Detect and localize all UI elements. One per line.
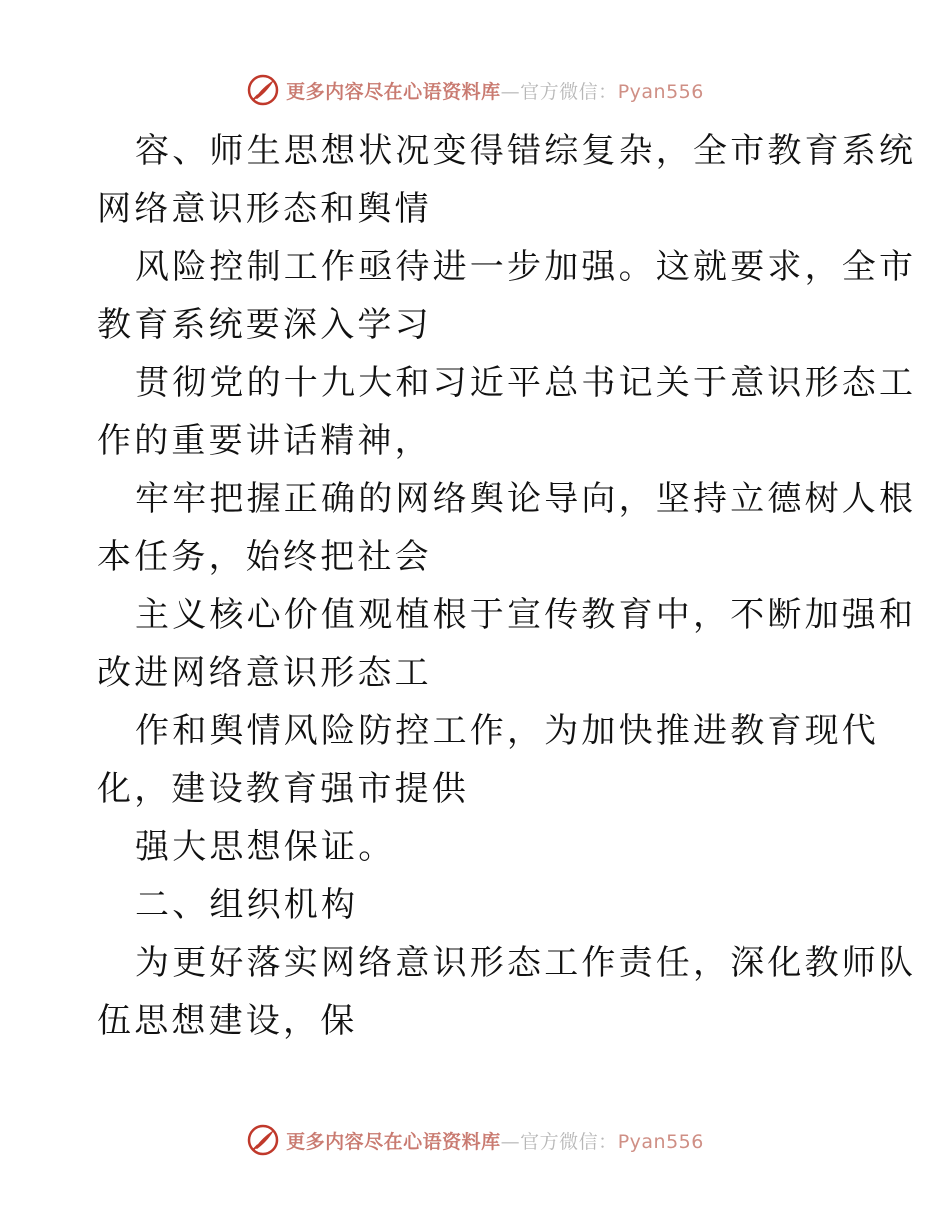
text-line: 主义核心价值观植根于宣传教育中，不断加强和	[135, 595, 917, 635]
text-line: 作的重要讲话精神，	[97, 421, 432, 461]
text-line: 作和舆情风险防控工作，为加快推进教育现代	[135, 711, 879, 751]
header-watermark	[0, 70, 950, 110]
text-line: 容、师生思想状况变得错综复杂，全市教育系统	[135, 131, 917, 171]
watermark-official-label: 官方微信：	[520, 80, 618, 103]
text-line: 化，建设教育强市提供	[97, 769, 469, 809]
text-line: 牢牢把握正确的网络舆论导向，坚持立德树人根	[135, 479, 917, 519]
quill-logo-icon	[246, 73, 280, 107]
text-line: 风险控制工作亟待进一步加强。这就要求，全市	[135, 247, 917, 287]
text-line: 强大思想保证。	[135, 827, 396, 867]
watermark-separator: —	[500, 1130, 521, 1153]
watermark-wechat-id: Pyan556	[617, 80, 704, 103]
text-line: 网络意识形态和舆情	[97, 189, 432, 229]
text-line: 教育系统要深入学习	[97, 305, 432, 345]
text-line: 为更好落实网络意识形态工作责任，深化教师队	[135, 943, 917, 983]
section-heading: 二、组织机构	[135, 885, 359, 925]
watermark-separator: —	[500, 80, 521, 103]
watermark-brand: 更多内容尽在心语资料库	[286, 80, 501, 103]
quill-logo-icon	[246, 1123, 280, 1157]
text-line: 本任务，始终把社会	[97, 537, 432, 577]
footer-watermark	[0, 1120, 950, 1160]
body-text	[97, 122, 917, 1050]
watermark-official-label: 官方微信：	[520, 1130, 618, 1153]
text-line: 贯彻党的十九大和习近平总书记关于意识形态工	[135, 363, 917, 403]
text-line: 伍思想建设，保	[97, 1001, 358, 1041]
watermark-wechat-id: Pyan556	[617, 1130, 704, 1153]
text-line: 改进网络意识形态工	[97, 653, 432, 693]
watermark-brand: 更多内容尽在心语资料库	[286, 1130, 501, 1153]
